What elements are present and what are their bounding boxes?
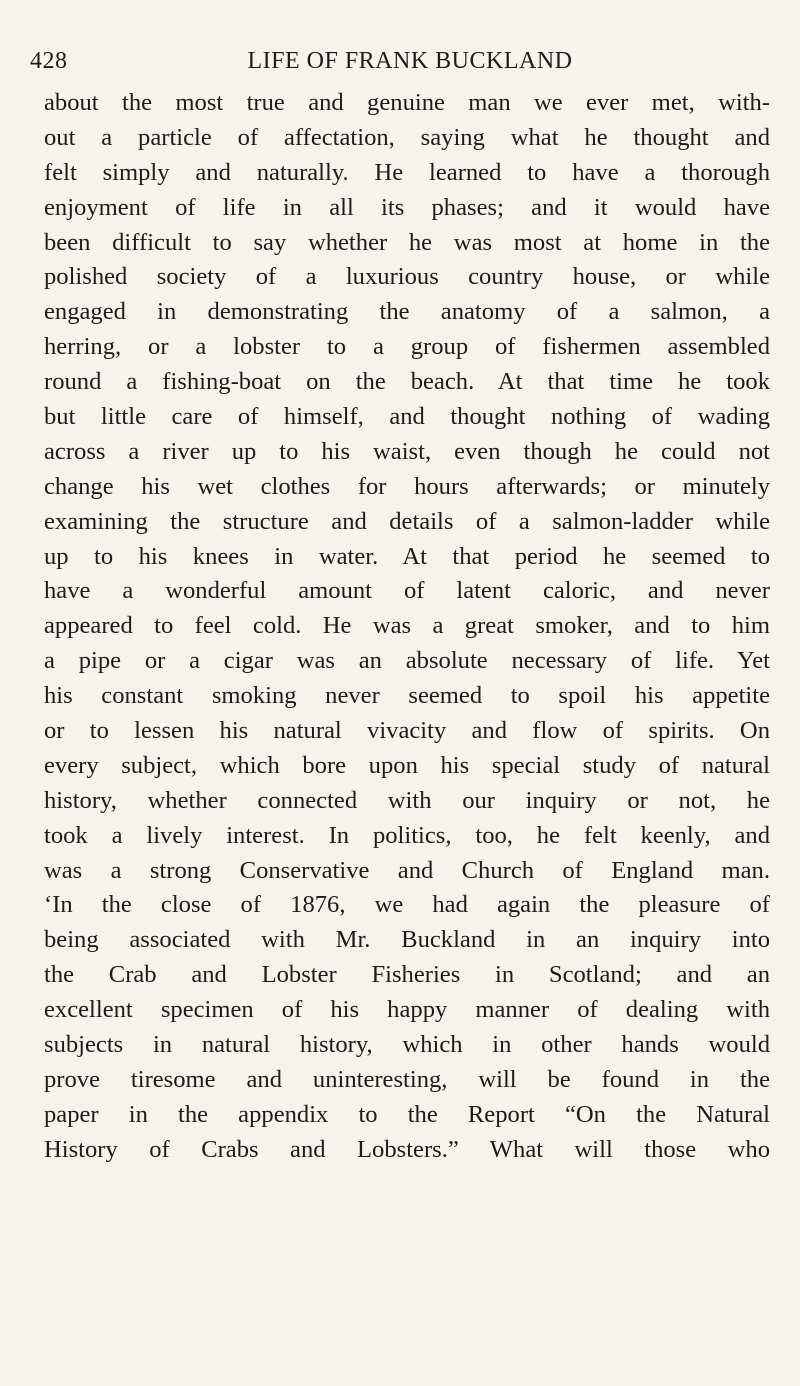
text-line: been difficult to say whether he was most at home in the — [44, 228, 770, 256]
text-line: across a river up to his waist, even though he could not — [44, 437, 770, 465]
text-line: excellent specimen of his happy manner of dealing with — [44, 996, 770, 1024]
text-line: felt simply and naturally. He learned to have a thorough — [44, 158, 770, 186]
text-line: enjoyment of life in all its phases; and it would have — [44, 193, 770, 221]
text-line: herring, or a lobster to a group of fishermen assembled — [44, 333, 770, 361]
text-line: took a lively interest. In politics, too, he felt keenly, and — [44, 821, 770, 849]
text-line: prove tiresome and uninteresting, will be found in the — [44, 1065, 770, 1093]
text-line: out a particle of affectation, saying what he thought and — [44, 123, 770, 151]
text-line: engaged in demonstrating the anatomy of a salmon, a — [44, 298, 770, 326]
text-line: change his wet clothes for hours afterwards; or minutely — [44, 472, 770, 500]
text-line: or to lessen his natural vivacity and flow of spirits. On — [44, 717, 770, 745]
text-line: have a wonderful amount of latent caloric, and never — [44, 577, 770, 605]
text-line: being associated with Mr. Buckland in an inquiry into — [44, 926, 770, 954]
text-line: a pipe or a cigar was an absolute necessary of life. Yet — [44, 647, 770, 675]
text-line: but little care of himself, and thought nothing of wading — [44, 403, 770, 431]
text-line: appeared to feel cold. He was a great smoker, and to him — [44, 612, 770, 640]
text-line: was a strong Conservative and Church of England man. — [44, 856, 770, 884]
page-number: 428 — [30, 48, 68, 74]
text-line: paper in the appendix to the Report “On the Natural — [44, 1100, 770, 1128]
text-line: ‘In the close of 1876, we had again the pleasure of — [44, 891, 770, 919]
text-line: round a fishing-boat on the beach. At that time he took — [44, 368, 770, 396]
text-line: up to his knees in water. At that period he seemed to — [44, 542, 770, 570]
text-line: the Crab and Lobster Fisheries in Scotland; and an — [44, 961, 770, 989]
body-text — [44, 86, 770, 1168]
text-line: subjects in natural history, which in other hands would — [44, 1031, 770, 1059]
text-line: polished society of a luxurious country house, or while — [44, 263, 770, 291]
text-line: about the most true and genuine man we ever met, with- — [44, 89, 770, 116]
text-line: every subject, which bore upon his special study of natural — [44, 751, 770, 779]
running-title: LIFE OF FRANK BUCKLAND — [247, 48, 573, 74]
running-head — [30, 48, 760, 78]
text-line: History of Crabs and Lobsters.” What will those who — [44, 1135, 770, 1163]
text-line: his constant smoking never seemed to spoil his appetite — [44, 682, 770, 710]
text-line: examining the structure and details of a salmon-ladder while — [44, 507, 770, 535]
text-line: history, whether connected with our inquiry or not, he — [44, 786, 770, 814]
